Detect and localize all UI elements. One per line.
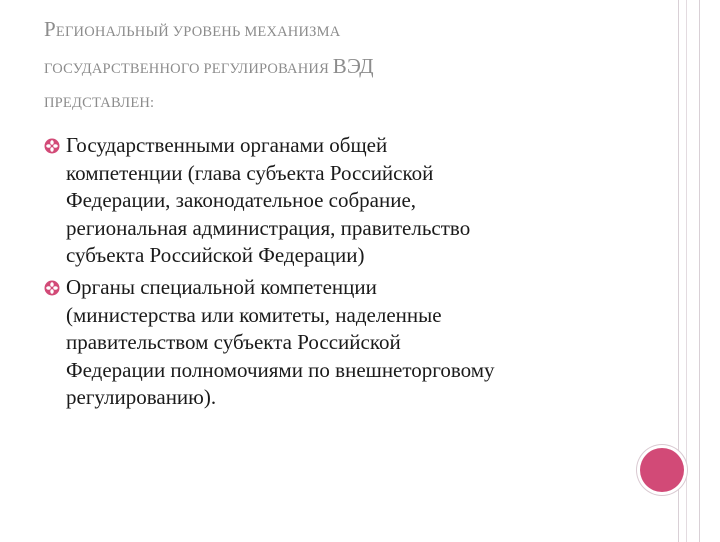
right-frame-inner-line xyxy=(686,0,694,542)
flower-bullet-icon xyxy=(44,280,60,296)
title-line-2-text: ГОСУДАРСТВЕННОГО РЕГУЛИРОВАНИЯ xyxy=(44,61,333,77)
bullet-list xyxy=(44,132,644,416)
slide-title xyxy=(44,12,604,120)
title-line-1-text: ЕГИОНАЛЬНЫЙ УРОВЕНЬ МЕХАНИЗМА xyxy=(55,24,341,40)
title-line-3 xyxy=(44,86,604,120)
bullet-line: Федерации, законодательное собрание, xyxy=(66,188,417,213)
circle-decoration xyxy=(640,448,684,492)
title-initial-cap: Р xyxy=(44,17,56,41)
bullet-line: Государственными органами общей xyxy=(66,133,388,157)
bullet-item xyxy=(44,132,644,270)
title-line-1 xyxy=(44,12,604,49)
bullet-line: субъекта Российской Федерации) xyxy=(66,243,365,268)
bullet-line: компетенции (глава субъекта Российской xyxy=(66,160,434,185)
bullet-line: регулированию). xyxy=(66,385,217,410)
title-acronym: ВЭД xyxy=(332,54,374,78)
bullet-line: Органы специальной компетенции xyxy=(66,274,377,299)
bullet-line: (министерства или комитеты, наделенные xyxy=(66,302,442,327)
flower-bullet-icon xyxy=(44,138,60,154)
bullet-line: Федерации полномочиями по внешнеторговому xyxy=(66,357,495,382)
title-line-3-text: ПРЕДСТАВЛЕН: xyxy=(44,95,155,111)
bullet-line: правительством субъекта Российской xyxy=(66,330,401,355)
bullet-line: региональная администрация, правительство xyxy=(66,215,471,240)
bullet-item xyxy=(44,274,644,412)
title-line-2 xyxy=(44,49,604,86)
